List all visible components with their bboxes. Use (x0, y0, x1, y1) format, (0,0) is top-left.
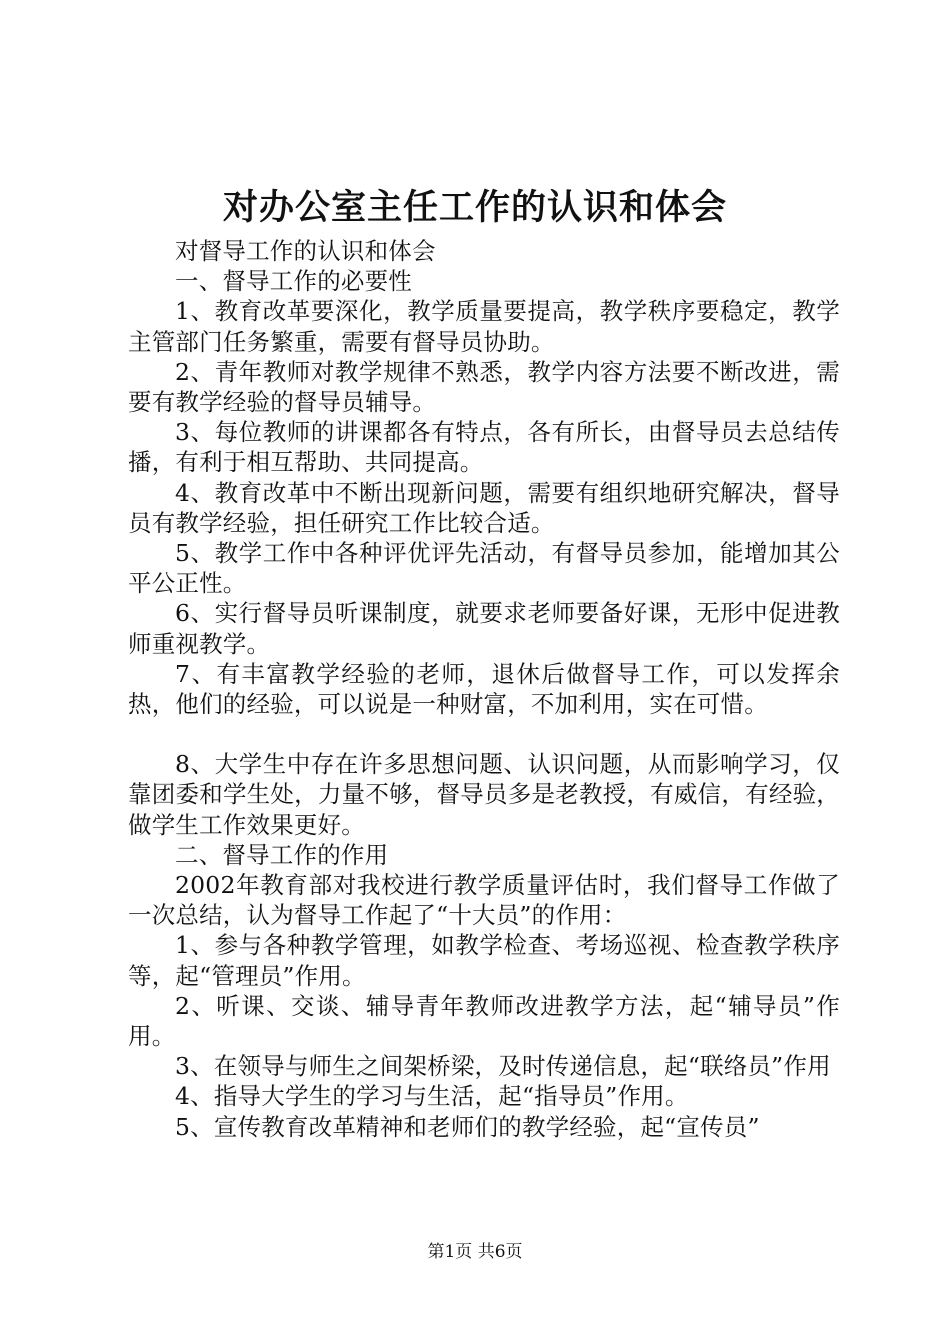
body-paragraph: 5、教学工作中各种评优评先活动，有督导员参加，能增加其公平公正性。 (128, 539, 840, 598)
body-paragraph: 7、有丰富教学经验的老师，退休后做督导工作，可以发挥余热，他们的经验，可以说是一种财富，不加利用，实在可惜。 (128, 659, 840, 719)
body-paragraph: 8、大学生中存在许多思想问题、认识问题，从而影响学习，仅靠团委和学生处，力量不够，督导员多是老教授，有威信，有经验，做学生工作效果更好。 (128, 750, 840, 839)
body-paragraph: 3、每位教师的讲课都各有特点，各有所长，由督导员去总结传播，有利于相互帮助、共同提高。 (128, 418, 840, 477)
body-paragraph: 6、实行督导员听课制度，就要求老师要备好课，无形中促进教师重视教学。 (128, 599, 840, 658)
body-paragraph: 2、青年教师对教学规律不熟悉，教学内容方法要不断改进，需要有教学经验的督导员辅导。 (128, 357, 840, 417)
paragraph-spacer (128, 719, 840, 749)
body-paragraph: 3、在领导与师生之间架桥梁，及时传递信息，起“联络员”作用 (175, 1052, 831, 1081)
page-footer: 第1页 共6页 (427, 1242, 523, 1262)
body-paragraph: 2002年教育部对我校进行教学质量评估时，我们督导工作做了一次总结，认为督导工作起了“十大员”的作用： (128, 871, 840, 930)
body-paragraph: 4、教育改革中不断出现新问题，需要有组织地研究解决，督导员有教学经验，担任研究工作比较合适。 (128, 478, 840, 537)
body-paragraph: 1、教育改革要深化，教学质量要提高，教学秩序要稳定，教学主管部门任务繁重，需要有督导员协助。 (128, 297, 840, 356)
subtitle-paragraph: 对督导工作的认识和体会 (175, 237, 436, 265)
body-paragraph: 4、指导大学生的学习与生活，起“指导员”作用。 (175, 1082, 689, 1111)
section-heading-2: 二、督导工作的作用 (175, 840, 389, 869)
body-paragraph: 2、听课、交谈、辅导青年教师改进教学方法，起“辅导员”作用。 (128, 991, 840, 1051)
body-paragraph: 1、参与各种教学管理，如教学检查、考场巡视、检查教学秩序等，起“管理员”作用。 (128, 931, 840, 990)
body-paragraph: 5、宣传教育改革精神和老师们的教学经验，起“宣传员” (175, 1112, 760, 1141)
section-heading-1: 一、督导工作的必要性 (175, 267, 412, 296)
document-title: 对办公室主任工作的认识和体会 (222, 187, 727, 228)
document-body (128, 236, 840, 1142)
